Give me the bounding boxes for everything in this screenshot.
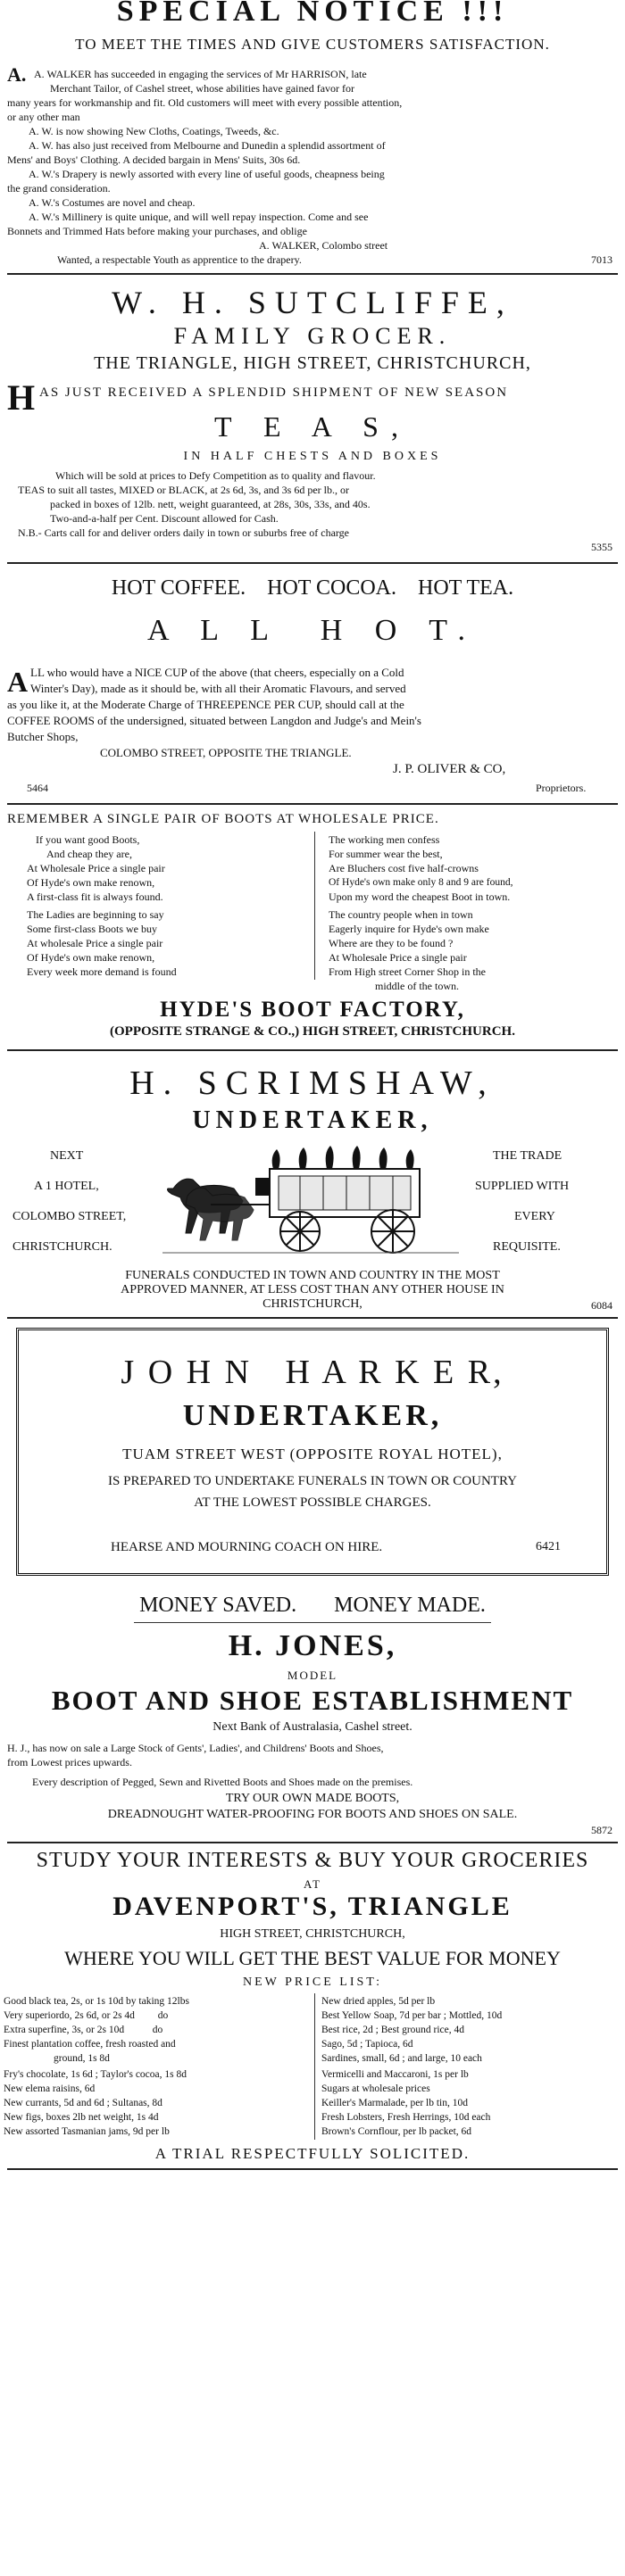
harker-hearse: HEARSE AND MOURNING COACH ON HIRE. (111, 1540, 383, 1554)
scrimshaw-right: EVERY (514, 1210, 555, 1223)
scrimshaw-right: THE TRADE (493, 1149, 562, 1163)
special-notice-wanted: Wanted, a respectable Youth as apprentice to the drapery. (57, 253, 302, 266)
jones-line: TRY OUR OWN MADE BOOTS, (225, 1792, 400, 1805)
hyde-left-verse: At wholesale Price a single pair (27, 937, 163, 949)
special-notice-line: the grand consideration. (7, 182, 111, 195)
ad-number: 6421 (536, 1540, 561, 1553)
divider (7, 273, 618, 275)
sutcliffe-trade: FAMILY GROCER. (173, 323, 452, 349)
special-notice-signature: A. WALKER, Colombo street (259, 239, 388, 252)
price-item: Best rice, 2d ; Best ground rice, 4d (321, 2025, 465, 2035)
special-notice-line: A. W. is now showing New Cloths, Coatings, Tweeds, &c. (29, 125, 279, 137)
hyde-right-verse: Of Hyde's own make only 8 and 9 are found, (329, 877, 513, 888)
price-item: New figs, boxes 2lb net weight, 1s 4d (4, 2112, 159, 2123)
hyde-left-verse: Every week more demand is found (27, 965, 177, 978)
hyde-left-verse: The Ladies are beginning to say (27, 908, 164, 921)
jones-line: H. J., has now on sale a Large Stock of Gents', Ladies', and Childrens' Boots and Shoes, (7, 1742, 384, 1754)
special-notice-line: Bonnets and Trimmed Hats before making your purchases, and oblige (7, 225, 307, 237)
price-item: Sardines, small, 6d ; and large, 10 each (321, 2053, 482, 2064)
hyde-left-verse: Some first-class Boots we buy (27, 923, 157, 935)
davenport-value: WHERE YOU WILL GET THE BEST VALUE FOR MONEY (64, 1947, 561, 1969)
special-notice-subtitle: TO MEET THE TIMES AND GIVE CUSTOMERS SATISFACTION. (75, 36, 550, 53)
hyde-header: REMEMBER A SINGLE PAIR OF BOOTS AT WHOLESALE PRICE. (7, 812, 439, 826)
hyde-left-verse: A first-class fit is always found. (27, 890, 163, 903)
jones-line: from Lowest prices upwards. (7, 1756, 132, 1768)
sutcliffe-intro: AS JUST RECEIVED A SPLENDID SHIPMENT OF NEW SEASON (39, 385, 509, 400)
oliver-drop-letter: A (7, 666, 29, 698)
harker-line: AT THE LOWEST POSSIBLE CHARGES. (194, 1495, 431, 1510)
davenport-header: STUDY YOUR INTERESTS & BUY YOUR GROCERIES (36, 1849, 589, 1872)
jones-name: H. JONES, (228, 1629, 397, 1662)
price-item: New dried apples, 5d per lb (321, 1996, 436, 2007)
oliver-title: A L L H O T. (147, 614, 478, 647)
special-notice-line: Merchant Tailor, of Cashel street, whose abilities have gained favor for (50, 82, 355, 95)
hyde-right-verse: From High street Corner Shop in the (329, 965, 486, 978)
divider (7, 2168, 618, 2170)
sutcliffe-line: Two-and-a-half per Cent. Discount allowed for Cash. (50, 512, 279, 525)
price-item: Fry's chocolate, 1s 6d ; Taylor's cocoa, 1s 8d (4, 2069, 187, 2080)
harker-address: TUAM STREET WEST (OPPOSITE ROYAL HOTEL), (122, 1445, 503, 1462)
hearse-icon (157, 1142, 464, 1258)
column-divider (314, 1993, 315, 2140)
special-notice-line: Mens' and Boys' Clothing. A decided bargain in Mens' Suits, 30s 6d. (7, 153, 301, 166)
sutcliffe-line: N.B.- Carts call for and deliver orders daily in town or suburbs free of charge (18, 526, 349, 539)
oliver-location: COLOMBO STREET, OPPOSITE THE TRIANGLE. (100, 746, 352, 759)
scrimshaw-line: FUNERALS CONDUCTED IN TOWN AND COUNTRY IN THE MOST (125, 1269, 500, 1282)
ad-number: 7013 (591, 253, 612, 266)
special-notice-line: A. W.'s Millinery is quite unique, and will well repay inspection. Come and see (29, 211, 369, 223)
oliver-line: COFFEE ROOMS of the undersigned, situated between Langdon and Judge's and Mein's (7, 714, 421, 727)
oliver-line: Butcher Shops, (7, 730, 79, 743)
scrimshaw-left: A 1 HOTEL, (34, 1180, 99, 1193)
special-notice-line: or any other man (7, 111, 80, 123)
jones-location: Next Bank of Australasia, Cashel street. (212, 1720, 412, 1734)
hyde-right-verse: The working men confess (329, 833, 440, 846)
harker-name: J O H N H A R K E R, (121, 1354, 504, 1391)
price-item: Sago, 5d ; Tapioca, 6d (321, 2039, 413, 2050)
oliver-line: Winter's Day), made as it should be, with all their Aromatic Flavours, and served (30, 682, 406, 695)
scrimshaw-line: CHRISTCHURCH, (262, 1297, 362, 1311)
hyde-left-verse: Of Hyde's own make renown, (27, 951, 155, 964)
price-item: Best Yellow Soap, 7d per bar ; Mottled, 10d (321, 2010, 503, 2021)
sutcliffe-teas: T E A S, (214, 410, 411, 443)
oliver-line: LL who would have a NICE CUP of the above (that cheers, especially on a Cold (30, 666, 404, 679)
divider (7, 803, 618, 805)
oliver-line: as you like it, at the Moderate Charge of THREEPENCE PER CUP, should call at the (7, 698, 404, 711)
special-notice-drop-letter: A. (7, 63, 27, 86)
hyde-right-verse: The country people when in town (329, 908, 473, 921)
sutcliffe-drop-letter: H (7, 377, 36, 418)
hyde-left-verse: Of Hyde's own make renown, (27, 876, 155, 889)
scrimshaw-right: REQUISITE. (493, 1240, 561, 1254)
hyde-right-verse: middle of the town. (375, 980, 459, 992)
hyde-name: HYDE'S BOOT FACTORY, (160, 998, 465, 1022)
jones-establishment: BOOT AND SHOE ESTABLISHMENT (51, 1685, 574, 1716)
hyde-left-verse: At Wholesale Price a single pair (27, 862, 165, 874)
scrimshaw-name: H. SCRIMSHAW, (129, 1064, 496, 1102)
scrimshaw-trade: UNDERTAKER, (192, 1106, 433, 1134)
sutcliffe-address: THE TRIANGLE, HIGH STREET, CHRISTCHURCH, (94, 353, 531, 373)
hyde-right-verse: At Wholesale Price a single pair (329, 951, 467, 964)
davenport-price-list: NEW PRICE LIST: (242, 1975, 383, 1989)
sutcliffe-chests: IN HALF CHESTS AND BOXES (183, 450, 442, 463)
price-item: New elema raisins, 6d (4, 2083, 96, 2094)
ad-number: 5872 (591, 1824, 612, 1836)
special-notice-title: SPECIAL NOTICE !!! (116, 0, 509, 28)
price-item: Extra superfine, 3s, or 2s 10d do (4, 2025, 163, 2035)
hyde-right-verse: Where are they to be found ? (329, 937, 454, 949)
special-notice-line: A. W.'s Drapery is newly assorted with every line of useful goods, cheapness being (29, 168, 385, 180)
davenport-address: HIGH STREET, CHRISTCHURCH, (220, 1927, 405, 1941)
jones-line: Every description of Pegged, Sewn and Rivetted Boots and Shoes made on the premises. (32, 1776, 413, 1788)
divider (7, 562, 618, 564)
sutcliffe-line: packed in boxes of 12lb. nett, weight guaranteed, at 28s, 30s, 33s, and 40s. (50, 498, 371, 510)
divider (7, 1317, 618, 1319)
price-item: New assorted Tasmanian jams, 9d per lb (4, 2126, 170, 2137)
special-notice-line: A. W. has also just received from Melbourne and Dunedin a splendid assortment of (29, 139, 386, 152)
column-divider (314, 832, 315, 980)
scrimshaw-line: APPROVED MANNER, AT LESS COST THAN ANY OTHER HOUSE IN (121, 1283, 504, 1296)
davenport-name: DAVENPORT'S, TRIANGLE (112, 1892, 512, 1921)
price-item: ground, 1s 8d (54, 2053, 110, 2064)
harker-trade: UNDERTAKER, (182, 1399, 443, 1432)
price-item: Fresh Lobsters, Fresh Herrings, 10d each (321, 2112, 491, 2123)
hyde-right-verse: Are Bluchers cost five half-crowns (329, 862, 479, 874)
oliver-signature: J. P. OLIVER & CO, (393, 762, 506, 776)
price-item: Sugars at wholesale prices (321, 2083, 430, 2094)
divider (7, 1049, 618, 1051)
scrimshaw-right: SUPPLIED WITH (475, 1180, 570, 1193)
jones-model: MODEL (287, 1669, 338, 1682)
price-item: New currants, 5d and 6d ; Sultanas, 8d (4, 2098, 162, 2108)
price-item: Good black tea, 2s, or 1s 10d by taking 12lbs (4, 1996, 189, 2007)
scrimshaw-left: NEXT (50, 1149, 84, 1163)
special-notice-line: A. W.'s Costumes are novel and cheap. (29, 196, 196, 209)
ad-number: 6084 (591, 1299, 612, 1312)
hyde-left-verse: If you want good Boots, (36, 833, 140, 846)
price-item: Keiller's Marmalade, per lb tin, 10d (321, 2098, 468, 2108)
price-item: Very superiordo, 2s 6d, or 2s 4d do (4, 2010, 169, 2021)
special-notice-line: A. WALKER has succeeded in engaging the services of Mr HARRISON, late (34, 68, 367, 80)
harker-line: IS PREPARED TO UNDERTAKE FUNERALS IN TOWN OR COUNTRY (108, 1474, 517, 1488)
ad-number: 5464 (27, 782, 48, 794)
oliver-header: HOT COFFEE. HOT COCOA. HOT TEA. (111, 576, 514, 600)
hyde-right-verse: For summer wear the best, (329, 848, 443, 860)
scrimshaw-left: CHRISTCHURCH. (12, 1240, 112, 1254)
hyde-left-verse: And cheap they are, (46, 848, 132, 860)
jones-header: MONEY SAVED. MONEY MADE. (139, 1594, 486, 1617)
oliver-proprietors: Proprietors. (536, 782, 587, 794)
jones-line: DREADNOUGHT WATER-PROOFING FOR BOOTS AND SHOES ON SALE. (107, 1808, 518, 1821)
hyde-address: (OPPOSITE STRANGE & CO.,) HIGH STREET, CHRISTCHURCH. (110, 1024, 515, 1039)
davenport-at: AT (304, 1877, 321, 1891)
hyde-right-verse: Upon my word the cheapest Boot in town. (329, 890, 511, 903)
sutcliffe-name: W. H. SUTCLIFFE, (112, 285, 513, 320)
divider (134, 1622, 491, 1623)
scrimshaw-left: COLOMBO STREET, (12, 1210, 127, 1223)
special-notice-line: many years for workmanship and fit. Old customers will meet with every possible attention, (7, 96, 403, 109)
price-item: Brown's Cornflour, per lb packet, 6d (321, 2126, 472, 2137)
sutcliffe-line: Which will be sold at prices to Defy Competition as to quality and flavour. (55, 469, 376, 482)
ad-number: 5355 (591, 541, 612, 553)
price-item: Finest plantation coffee, fresh roasted and (4, 2039, 176, 2050)
price-item: Vermicelli and Maccaroni, 1s per lb (321, 2069, 469, 2080)
divider (7, 1842, 618, 1843)
sutcliffe-line: TEAS to suit all tastes, MIXED or BLACK, at 2s 6d, 3s, and 3s 6d per lb., or (18, 484, 349, 496)
hyde-right-verse: Eagerly inquire for Hyde's own make (329, 923, 489, 935)
davenport-footer: A TRIAL RESPECTFULLY SOLICITED. (154, 2145, 471, 2162)
